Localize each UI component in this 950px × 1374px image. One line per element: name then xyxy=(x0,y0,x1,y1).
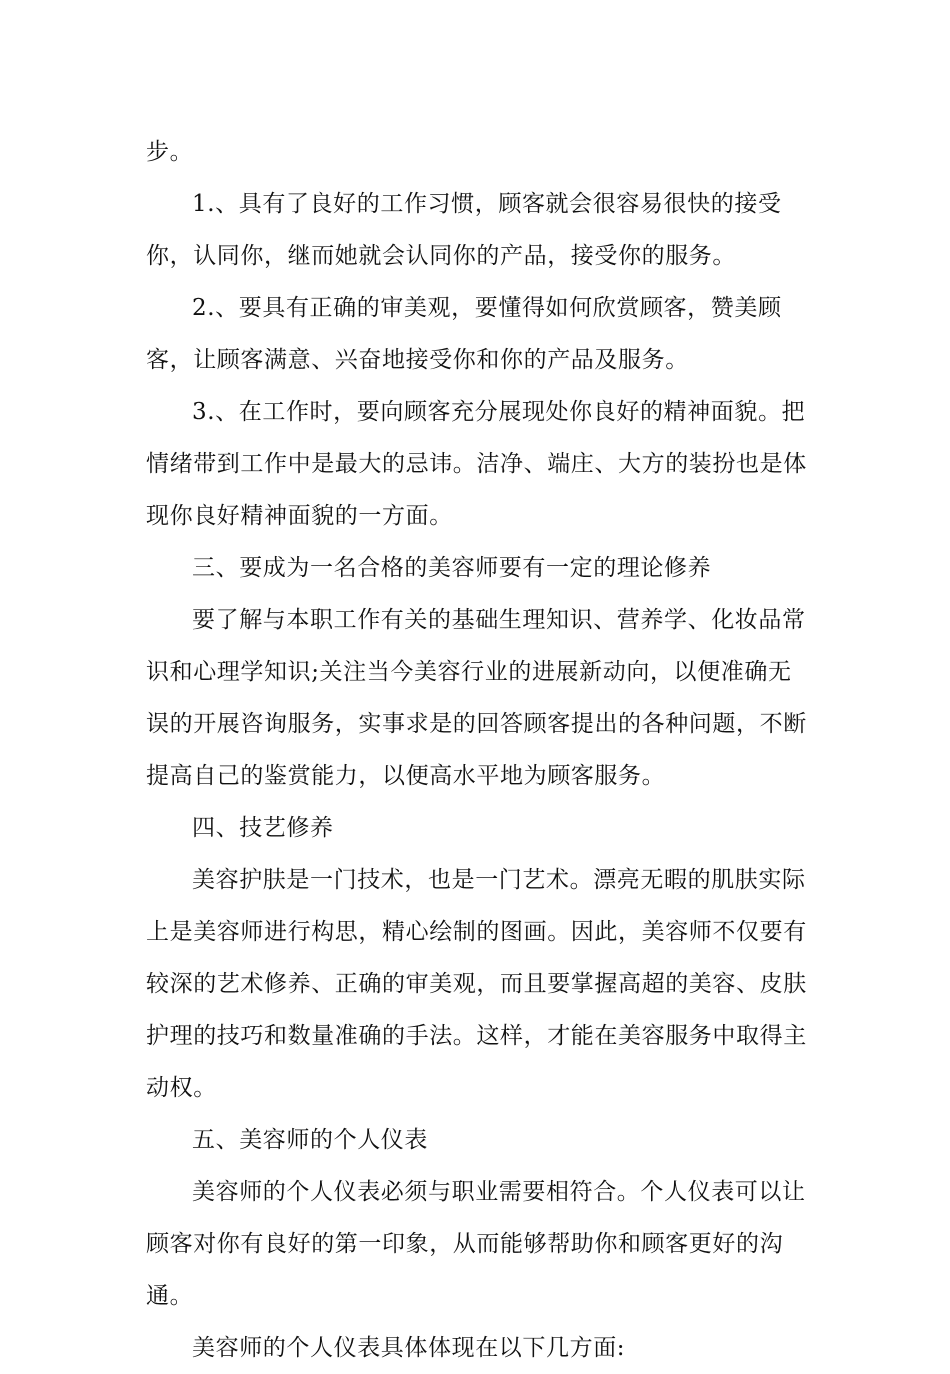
section-heading-4: 四、技艺修养 xyxy=(192,815,334,841)
paragraph-point-2: 2.、要具有正确的审美观，要懂得如何欣赏顾客，赞美顾客，让顾客满意、兴奋地接受你和你的产品及服务。 xyxy=(146,295,782,373)
document-body xyxy=(146,126,814,1374)
paragraph-appearance: 美容师的个人仪表必须与职业需要相符合。个人仪表可以让顾客对你有良好的第一印象，从而能够帮助你和顾客更好的沟通。 xyxy=(146,1179,806,1309)
paragraph-point-1: 1.、具有了良好的工作习惯，顾客就会很容易很快的接受你，认同你，继而她就会认同你的产品，接受你的服务。 xyxy=(146,191,782,269)
paragraph-appearance-aspects: 美容师的个人仪表具体体现在以下几方面: xyxy=(192,1335,626,1361)
section-heading-5: 五、美容师的个人仪表 xyxy=(192,1127,428,1153)
paragraph-point-3: 3.、在工作时，要向顾客充分展现处你良好的精神面貌。把情绪带到工作中是最大的忌讳。洁净、端庄、大方的装扮也是体现你良好精神面貌的一方面。 xyxy=(146,399,807,529)
paragraph-skill: 美容护肤是一门技术，也是一门艺术。漂亮无暇的肌肤实际上是美容师进行构思，精心绘制的图画。因此，美容师不仅要有较深的艺术修养、正确的审美观，而且要掌握高超的美容、皮肤护理的技巧和数量准确的手法。这样，才能在美容服务中取得主动权。 xyxy=(146,867,807,1101)
paragraph-continuation: 步。 xyxy=(146,139,194,165)
section-heading-3: 三、要成为一名合格的美容师要有一定的理论修养 xyxy=(192,555,712,581)
paragraph-theory: 要了解与本职工作有关的基础生理知识、营养学、化妆品常识和心理学知识;关注当今美容行业的进展新动向，以便准确无误的开展咨询服务，实事求是的回答顾客提出的各种问题，不断提高自己的鉴赏能力，以便高水平地为顾客服务。 xyxy=(146,607,807,789)
